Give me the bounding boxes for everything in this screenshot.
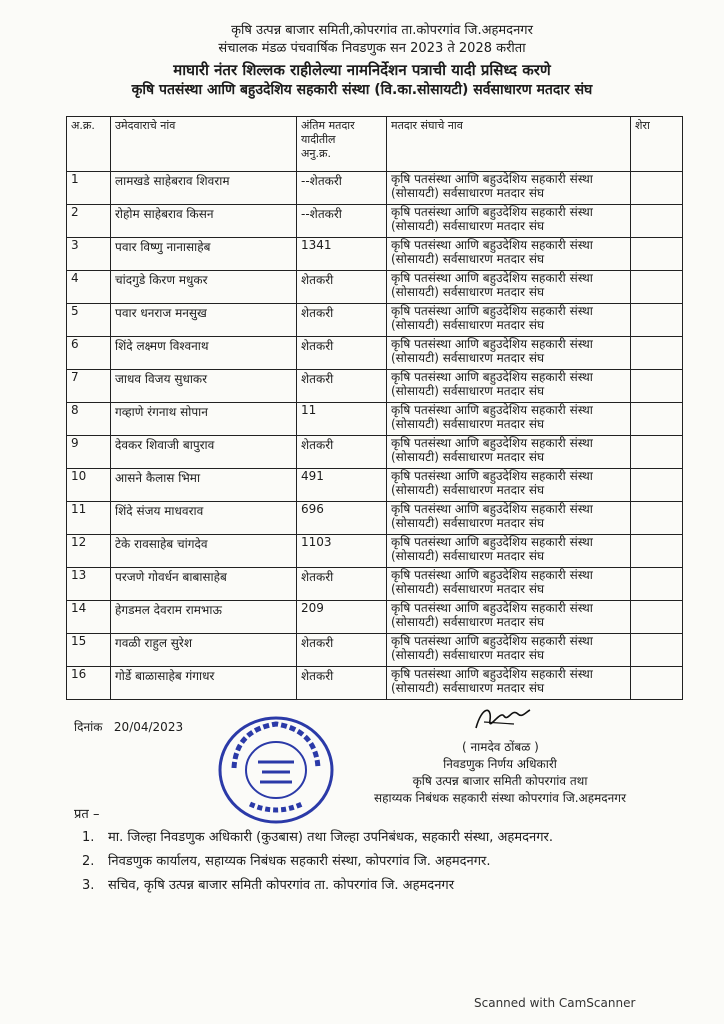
serial-number: 10 bbox=[71, 469, 87, 483]
table-row bbox=[67, 436, 683, 469]
cell-voter-list-number bbox=[297, 535, 387, 568]
copy-to-label: प्रत – bbox=[74, 807, 100, 822]
voter-list-number: शेतकरी bbox=[301, 570, 334, 584]
cell-constituency bbox=[387, 337, 631, 370]
serial-number: 5 bbox=[71, 304, 79, 318]
table-row bbox=[67, 403, 683, 436]
constituency-line1: कृषि पतसंस्था आणि बहुउदेशिय सहकारी संस्था bbox=[391, 535, 593, 549]
voter-list-number: 1103 bbox=[301, 535, 332, 549]
cell-candidate-name bbox=[111, 535, 297, 568]
voter-list-number: शेतकरी bbox=[301, 438, 334, 452]
constituency-line1: कृषि पतसंस्था आणि बहुउदेशिय सहकारी संस्था bbox=[391, 172, 593, 186]
voter-list-number: 1341 bbox=[301, 238, 332, 252]
header-list-title: माघारी नंतर शिल्लक राहीलेल्या नामनिर्देशन पत्राची यादी प्रसिध्द करणे bbox=[173, 61, 551, 79]
cell-serial-number bbox=[67, 172, 111, 205]
table-row bbox=[67, 205, 683, 238]
document-header bbox=[0, 22, 724, 100]
table-row bbox=[67, 667, 683, 700]
cell-constituency bbox=[387, 271, 631, 304]
cell-candidate-name bbox=[111, 436, 297, 469]
cell-serial-number bbox=[67, 502, 111, 535]
table-row bbox=[67, 304, 683, 337]
cell-voter-list-number bbox=[297, 370, 387, 403]
copy-item-text: मा. जिल्हा निवडणुक अधिकारी (कुउबास) तथा जिल्हा उपनिबंधक, सहकारी संस्था, अहमदनगर. bbox=[108, 830, 553, 845]
constituency-line1: कृषि पतसंस्था आणि बहुउदेशिय सहकारी संस्था bbox=[391, 403, 593, 417]
constituency-line2: (सोसायटी) सर्वसाधारण मतदार संघ bbox=[391, 549, 545, 563]
constituency-line2: (सोसायटी) सर्वसाधारण मतदार संघ bbox=[391, 417, 545, 431]
constituency-line2: (सोसायटी) सर्वसाधारण मतदार संघ bbox=[391, 219, 545, 233]
voter-list-number: शेतकरी bbox=[301, 636, 334, 650]
cell-candidate-name bbox=[111, 568, 297, 601]
constituency-line1: कृषि पतसंस्था आणि बहुउदेशिय सहकारी संस्था bbox=[391, 337, 593, 351]
serial-number: 2 bbox=[71, 205, 79, 219]
cell-serial-number bbox=[67, 337, 111, 370]
officer-name: ( नामदेव ठोंबळ ) bbox=[462, 740, 539, 754]
voter-list-number: 11 bbox=[301, 403, 317, 417]
cell-constituency bbox=[387, 601, 631, 634]
constituency-line1: कृषि पतसंस्था आणि बहुउदेशिय सहकारी संस्था bbox=[391, 469, 593, 483]
cell-voter-list-number bbox=[297, 403, 387, 436]
voter-list-number: --शेतकरी bbox=[301, 207, 342, 221]
serial-number: 7 bbox=[71, 370, 79, 384]
cell-candidate-name bbox=[111, 370, 297, 403]
candidate-name: देवकर शिवाजी बापुराव bbox=[115, 438, 215, 452]
col-header-list-line1: अंतिम मतदार bbox=[301, 119, 355, 132]
constituency-line2: (सोसायटी) सर्वसाधारण मतदार संघ bbox=[391, 384, 545, 398]
serial-number: 16 bbox=[71, 667, 87, 681]
cell-candidate-name bbox=[111, 304, 297, 337]
table-row bbox=[67, 634, 683, 667]
copy-item-number: 1. bbox=[82, 830, 95, 845]
cell-remark bbox=[631, 370, 683, 403]
cell-constituency bbox=[387, 238, 631, 271]
serial-number: 3 bbox=[71, 238, 79, 252]
cell-constituency bbox=[387, 667, 631, 700]
constituency-line2: (सोसायटी) सर्वसाधारण मतदार संघ bbox=[391, 285, 545, 299]
cell-voter-list-number bbox=[297, 304, 387, 337]
cell-remark bbox=[631, 271, 683, 304]
header-election-term: संचालक मंडळ पंचवार्षिक निवडणुक सन 2023 ते 2028 करीता bbox=[218, 41, 526, 56]
constituency-line1: कृषि पतसंस्था आणि बहुउदेशिय सहकारी संस्था bbox=[391, 502, 593, 516]
copy-item-number: 2. bbox=[82, 854, 95, 869]
cell-candidate-name bbox=[111, 205, 297, 238]
constituency-line1: कृषि पतसंस्था आणि बहुउदेशिय सहकारी संस्था bbox=[391, 568, 593, 582]
cell-remark bbox=[631, 634, 683, 667]
voter-list-number: शेतकरी bbox=[301, 273, 334, 287]
cell-remark bbox=[631, 304, 683, 337]
candidate-name: शिंदे संजय माधवराव bbox=[115, 504, 204, 518]
candidate-name: गवळी राहुल सुरेश bbox=[115, 636, 192, 650]
cell-candidate-name bbox=[111, 601, 297, 634]
cell-constituency bbox=[387, 172, 631, 205]
cell-candidate-name bbox=[111, 172, 297, 205]
officer-line3: सहाय्यक निबंधक सहकारी संस्था कोपरगांव जि.अहमदनगर bbox=[374, 791, 626, 805]
voter-list-number: --शेतकरी bbox=[301, 174, 342, 188]
cell-candidate-name bbox=[111, 469, 297, 502]
cell-remark bbox=[631, 469, 683, 502]
serial-number: 4 bbox=[71, 271, 79, 285]
serial-number: 12 bbox=[71, 535, 87, 549]
voter-list-number: शेतकरी bbox=[301, 339, 334, 353]
cell-serial-number bbox=[67, 568, 111, 601]
candidate-name: चांदगुडे किरण मधुकर bbox=[115, 273, 208, 287]
serial-number: 6 bbox=[71, 337, 79, 351]
serial-number: 8 bbox=[71, 403, 79, 417]
voter-list-number: 696 bbox=[301, 502, 324, 516]
cell-candidate-name bbox=[111, 271, 297, 304]
cell-voter-list-number bbox=[297, 502, 387, 535]
cell-constituency bbox=[387, 436, 631, 469]
constituency-line1: कृषि पतसंस्था आणि बहुउदेशिय सहकारी संस्था bbox=[391, 271, 593, 285]
cell-remark bbox=[631, 238, 683, 271]
cell-serial-number bbox=[67, 469, 111, 502]
cell-candidate-name bbox=[111, 667, 297, 700]
cell-constituency bbox=[387, 205, 631, 238]
serial-number: 9 bbox=[71, 436, 79, 450]
date-label: दिनांक bbox=[74, 720, 103, 734]
voter-list-number: 209 bbox=[301, 601, 324, 615]
cell-remark bbox=[631, 337, 683, 370]
candidate-name: परजणे गोवर्धन बाबासाहेब bbox=[115, 570, 227, 584]
cell-constituency bbox=[387, 304, 631, 337]
officer-signature bbox=[470, 702, 534, 734]
officer-line1: निवडणुक निर्णय अधिकारी bbox=[443, 757, 557, 771]
table-row bbox=[67, 172, 683, 205]
office-stamp bbox=[214, 712, 338, 828]
table-row bbox=[67, 535, 683, 568]
serial-number: 1 bbox=[71, 172, 79, 186]
cell-voter-list-number bbox=[297, 667, 387, 700]
copy-item bbox=[82, 826, 702, 850]
officer-line2: कृषि उत्पन्न बाजार समिती कोपरगांव तथा bbox=[412, 774, 588, 788]
col-header-constituency: मतदार संघाचे नाव bbox=[387, 117, 631, 172]
candidate-name: हेगडमल देवराम रामभाऊ bbox=[115, 603, 222, 617]
constituency-line2: (सोसायटी) सर्वसाधारण मतदार संघ bbox=[391, 582, 545, 596]
cell-candidate-name bbox=[111, 502, 297, 535]
cell-serial-number bbox=[67, 667, 111, 700]
constituency-line1: कृषि पतसंस्था आणि बहुउदेशिय सहकारी संस्था bbox=[391, 601, 593, 615]
cell-candidate-name bbox=[111, 238, 297, 271]
cell-remark bbox=[631, 667, 683, 700]
constituency-line2: (सोसायटी) सर्वसाधारण मतदार संघ bbox=[391, 351, 545, 365]
copy-item-text: सचिव, कृषि उत्पन्न बाजार समिती कोपरगांव ता. कोपरगांव जि. अहमदनगर bbox=[108, 878, 455, 893]
constituency-line1: कृषि पतसंस्था आणि बहुउदेशिय सहकारी संस्था bbox=[391, 634, 593, 648]
constituency-line1: कृषि पतसंस्था आणि बहुउदेशिय सहकारी संस्था bbox=[391, 205, 593, 219]
col-header-name: उमेदवाराचे नांव bbox=[111, 117, 297, 172]
candidate-name: पवार धनराज मनसुख bbox=[115, 306, 207, 320]
cell-voter-list-number bbox=[297, 469, 387, 502]
cell-serial-number bbox=[67, 634, 111, 667]
cell-candidate-name bbox=[111, 403, 297, 436]
col-header-remark: शेरा bbox=[631, 117, 683, 172]
table-header-row bbox=[67, 117, 683, 172]
candidate-name: टेके रावसाहेब चांगदेव bbox=[115, 537, 208, 551]
constituency-line1: कृषि पतसंस्था आणि बहुउदेशिय सहकारी संस्था bbox=[391, 436, 593, 450]
constituency-line2: (सोसायटी) सर्वसाधारण मतदार संघ bbox=[391, 681, 545, 695]
constituency-line1: कृषि पतसंस्था आणि बहुउदेशिय सहकारी संस्था bbox=[391, 370, 593, 384]
date-value: 20/04/2023 bbox=[113, 720, 184, 734]
header-organization: कृषि उत्पन्न बाजार समिती,कोपरगांव ता.कोपरगांव जि.अहमदनगर bbox=[231, 23, 533, 38]
table-row bbox=[67, 370, 683, 403]
candidate-name: लामखडे साहेबराव शिवराम bbox=[115, 174, 230, 188]
document-date bbox=[74, 718, 183, 735]
cell-constituency bbox=[387, 502, 631, 535]
cell-voter-list-number bbox=[297, 568, 387, 601]
table-row bbox=[67, 337, 683, 370]
constituency-line2: (सोसायटी) सर्वसाधारण मतदार संघ bbox=[391, 450, 545, 464]
cell-candidate-name bbox=[111, 337, 297, 370]
scanner-watermark: Scanned with CamScanner bbox=[474, 996, 636, 1010]
constituency-line2: (सोसायटी) सर्वसाधारण मतदार संघ bbox=[391, 318, 545, 332]
copy-item bbox=[82, 874, 702, 898]
cell-voter-list-number bbox=[297, 634, 387, 667]
col-header-list-no bbox=[297, 117, 387, 172]
cell-serial-number bbox=[67, 238, 111, 271]
cell-candidate-name bbox=[111, 634, 297, 667]
constituency-line2: (सोसायटी) सर्वसाधारण मतदार संघ bbox=[391, 186, 545, 200]
col-header-sn: अ.क्र. bbox=[67, 117, 111, 172]
constituency-line1: कृषि पतसंस्था आणि बहुउदेशिय सहकारी संस्था bbox=[391, 238, 593, 252]
table-row bbox=[67, 502, 683, 535]
cell-remark bbox=[631, 601, 683, 634]
copy-to-list bbox=[82, 826, 702, 898]
cell-serial-number bbox=[67, 436, 111, 469]
candidate-name: पवार विष्णु नानासाहेब bbox=[115, 240, 211, 254]
cell-voter-list-number bbox=[297, 271, 387, 304]
candidate-name: जाधव विजय सुधाकर bbox=[115, 372, 208, 386]
candidate-name: गोर्डे बाळासाहेब गंगाधर bbox=[115, 669, 215, 683]
cell-constituency bbox=[387, 403, 631, 436]
header-constituency: कृषि पतसंस्था आणि बहुउदेशिय सहकारी संस्था (वि.का.सोसायटी) सर्वसाधारण मतदार संघ bbox=[131, 82, 593, 98]
constituency-line2: (सोसायटी) सर्वसाधारण मतदार संघ bbox=[391, 516, 545, 530]
cell-remark bbox=[631, 502, 683, 535]
col-header-list-line2: यादीतील bbox=[301, 133, 336, 146]
cell-voter-list-number bbox=[297, 172, 387, 205]
constituency-line2: (सोसायटी) सर्वसाधारण मतदार संघ bbox=[391, 483, 545, 497]
constituency-line2: (सोसायटी) सर्वसाधारण मतदार संघ bbox=[391, 615, 545, 629]
cell-remark bbox=[631, 403, 683, 436]
candidate-name: आसने कैलास भिमा bbox=[115, 471, 201, 485]
col-header-list-line3: अनु.क्र. bbox=[301, 147, 331, 160]
candidate-name: गव्हाणे रंगनाथ सोपान bbox=[115, 405, 208, 419]
cell-remark bbox=[631, 205, 683, 238]
constituency-line1: कृषि पतसंस्था आणि बहुउदेशिय सहकारी संस्था bbox=[391, 304, 593, 318]
cell-voter-list-number bbox=[297, 601, 387, 634]
cell-serial-number bbox=[67, 370, 111, 403]
table-row bbox=[67, 601, 683, 634]
serial-number: 15 bbox=[71, 634, 87, 648]
copy-item bbox=[82, 850, 702, 874]
candidate-name: शिंदे लक्ष्मण विश्वनाथ bbox=[115, 339, 209, 353]
candidate-table bbox=[66, 116, 683, 700]
cell-remark bbox=[631, 436, 683, 469]
constituency-line1: कृषि पतसंस्था आणि बहुउदेशिय सहकारी संस्था bbox=[391, 667, 593, 681]
cell-remark bbox=[631, 172, 683, 205]
voter-list-number: शेतकरी bbox=[301, 372, 334, 386]
table-row bbox=[67, 568, 683, 601]
voter-list-number: शेतकरी bbox=[301, 306, 334, 320]
cell-serial-number bbox=[67, 271, 111, 304]
serial-number: 11 bbox=[71, 502, 87, 516]
voter-list-number: 491 bbox=[301, 469, 324, 483]
table-row bbox=[67, 469, 683, 502]
cell-serial-number bbox=[67, 535, 111, 568]
cell-serial-number bbox=[67, 304, 111, 337]
cell-constituency bbox=[387, 634, 631, 667]
cell-constituency bbox=[387, 568, 631, 601]
cell-serial-number bbox=[67, 403, 111, 436]
table-row bbox=[67, 271, 683, 304]
cell-voter-list-number bbox=[297, 436, 387, 469]
cell-constituency bbox=[387, 469, 631, 502]
cell-voter-list-number bbox=[297, 337, 387, 370]
cell-constituency bbox=[387, 535, 631, 568]
cell-constituency bbox=[387, 370, 631, 403]
cell-serial-number bbox=[67, 205, 111, 238]
table-row bbox=[67, 238, 683, 271]
constituency-line2: (सोसायटी) सर्वसाधारण मतदार संघ bbox=[391, 648, 545, 662]
cell-voter-list-number bbox=[297, 205, 387, 238]
cell-remark bbox=[631, 568, 683, 601]
constituency-line2: (सोसायटी) सर्वसाधारण मतदार संघ bbox=[391, 252, 545, 266]
copy-item-number: 3. bbox=[82, 878, 95, 893]
serial-number: 13 bbox=[71, 568, 87, 582]
copy-item-text: निवडणुक कार्यालय, सहाय्यक निबंधक सहकारी संस्था, कोपरगांव जि. अहमदनगर. bbox=[108, 854, 491, 869]
serial-number: 14 bbox=[71, 601, 87, 615]
officer-designation bbox=[330, 756, 670, 807]
cell-voter-list-number bbox=[297, 238, 387, 271]
cell-remark bbox=[631, 535, 683, 568]
voter-list-number: शेतकरी bbox=[301, 669, 334, 683]
cell-serial-number bbox=[67, 601, 111, 634]
candidate-name: रोहोम साहेबराव किसन bbox=[115, 207, 214, 221]
